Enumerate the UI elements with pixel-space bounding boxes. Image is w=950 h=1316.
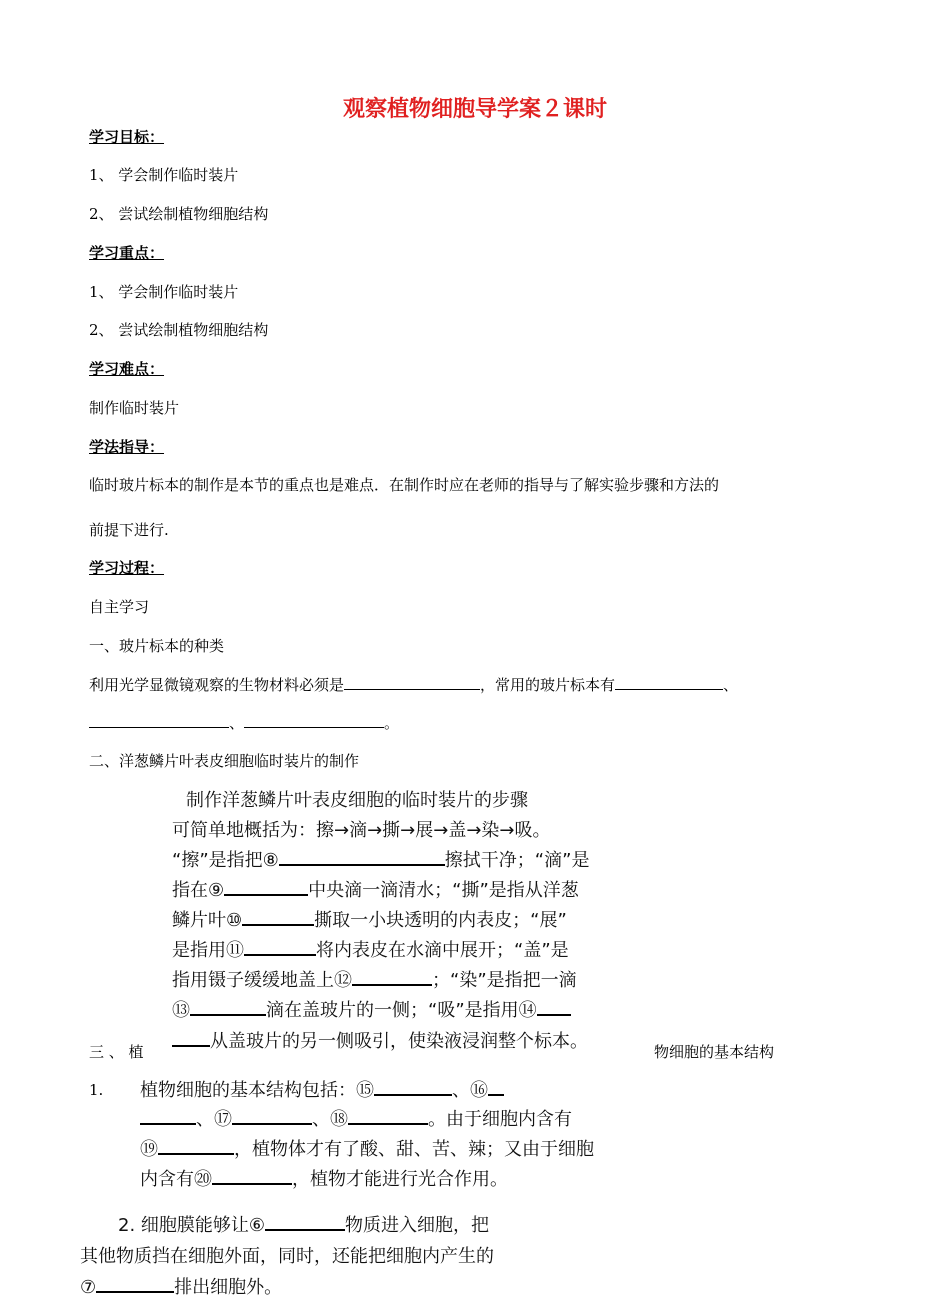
scan1-l4b: 中央滴一滴清水；“撕”是指从洋葱 (308, 880, 579, 901)
fill-blank[interactable] (89, 713, 229, 728)
fill-blank[interactable] (242, 908, 314, 926)
scan1-l7a: 指用镊子缓缓地盖上⑫ (172, 970, 352, 991)
scan2-l1a: 植物细胞的基本结构包括：⑮ (140, 1080, 374, 1101)
scan1-l6b: 将内表皮在水滴中展开；“盖”是 (316, 940, 569, 961)
fill-blank[interactable] (172, 1029, 210, 1047)
fill-blank[interactable] (344, 675, 480, 690)
scan1-line-3 (172, 846, 589, 872)
section-3-title-a: 三 、 植 (89, 1043, 144, 1061)
scan1-line-1: 制作洋葱鳞片叶表皮细胞的临时装片的步骤 (186, 790, 528, 811)
key-point-item-1: 1、 学会制作临时装片 (89, 283, 239, 301)
scan2-line-1 (140, 1076, 504, 1102)
scan2-l4a: 内含有⑳ (140, 1169, 212, 1190)
fill-blank[interactable] (212, 1167, 292, 1185)
fill-blank[interactable] (244, 938, 316, 956)
section-1-text-a: 利用光学显微镜观察的生物材料必须是 (89, 676, 345, 694)
fill-blank[interactable] (224, 878, 308, 896)
scan3-l1b: 物质进入细胞，把 (345, 1215, 490, 1236)
section-3-title-b: 物细胞的基本结构 (654, 1043, 775, 1061)
section-1-title: 一、玻片标本的种类 (89, 637, 225, 655)
scan1-line-4 (172, 876, 579, 902)
scan2-number: 1. (89, 1081, 104, 1099)
scan1-l8a: ⑬ (172, 1000, 190, 1021)
scan1-l6a: 是指用⑪ (172, 940, 244, 961)
fill-blank[interactable] (488, 1078, 504, 1096)
difficulty-item: 制作临时装片 (89, 399, 180, 417)
objective-item-2: 2、 尝试绘制植物细胞结构 (89, 205, 269, 223)
section-1-sep: 、 (229, 714, 245, 732)
scan2-l2b: 、⑱ (312, 1109, 348, 1130)
section-1-end: 。 (384, 714, 400, 732)
difficulties-heading: 学习难点： (89, 360, 165, 378)
fill-blank[interactable] (158, 1137, 234, 1155)
scan2-line-3 (140, 1135, 594, 1161)
fill-blank[interactable] (96, 1275, 174, 1293)
scan1-line-9 (172, 1027, 588, 1053)
scan3-line-2: 其他物质挡在细胞外面，同时，还能把细胞内产生的 (80, 1246, 494, 1267)
scan1-line-2: 可简单地概括为：擦→滴→撕→展→盖→染→吸。 (172, 820, 551, 841)
section-1-line-1 (89, 674, 738, 695)
fill-blank[interactable] (352, 968, 432, 986)
fill-blank[interactable] (279, 848, 445, 866)
objectives-heading: 学习目标： (89, 128, 165, 146)
objective-item-1: 1、 学会制作临时装片 (89, 166, 239, 184)
section-1-text-b: ，常用的玻片标本有 (480, 676, 616, 694)
fill-blank[interactable] (537, 998, 571, 1016)
scan2-l2a: 、⑰ (196, 1109, 232, 1130)
key-point-item-2: 2、 尝试绘制植物细胞结构 (89, 321, 269, 339)
fill-blank[interactable] (244, 713, 384, 728)
section-2-title: 二、洋葱鳞片叶表皮细胞临时装片的制作 (89, 752, 360, 770)
fill-blank[interactable] (140, 1107, 196, 1125)
scan1-l5b: 撕取一小块透明的内表皮；“展” (314, 910, 567, 931)
page-title: 观察植物细胞导学案２课时 (342, 97, 607, 122)
fill-blank[interactable] (348, 1107, 428, 1125)
scan1-line-8 (172, 996, 571, 1022)
section-1-text-c: 、 (723, 676, 739, 694)
fill-blank[interactable] (190, 998, 266, 1016)
scan2-l3a: ⑲ (140, 1139, 158, 1160)
fill-blank[interactable] (232, 1107, 312, 1125)
scan2-l4b: ，植物才能进行光合作用。 (292, 1169, 508, 1190)
section-1-line-2 (89, 712, 399, 733)
method-heading: 学法指导： (89, 438, 165, 456)
scan1-l3b: 擦拭干净；“滴”是 (444, 850, 590, 871)
scan1-l5a: 鳞片叶⑩ (172, 910, 243, 931)
scan2-line-4 (140, 1165, 508, 1191)
fill-blank[interactable] (374, 1078, 452, 1096)
key-points-heading: 学习重点： (89, 244, 165, 262)
scan2-l1b: 、⑯ (452, 1080, 488, 1101)
scan1-l4a: 指在⑨ (172, 880, 225, 901)
method-line-1: 临时玻片标本的制作是本节的重点也是难点．在制作时应在老师的指导与了解实验步骤和方法的 (89, 476, 720, 494)
scan1-l8b: 滴在盖玻片的一侧；“吸”是指用⑭ (266, 1000, 537, 1021)
scan1-l3a: “擦”是指把⑧ (172, 850, 279, 871)
scan1-l7b: ；“染”是指把一滴 (432, 970, 577, 991)
scan1-l9: 从盖玻片的另一侧吸引，使染液浸润整个标本。 (210, 1031, 588, 1052)
scan3-l3a: ⑦ (80, 1277, 97, 1298)
scan2-l2c: 。由于细胞内含有 (428, 1109, 572, 1130)
scan3-l1a: 2. 细胞膜能够让⑥ (118, 1215, 266, 1236)
scan1-line-5 (172, 906, 567, 932)
scan1-line-6 (172, 936, 569, 962)
scan2-line-2 (140, 1105, 572, 1131)
process-heading: 学习过程： (89, 559, 165, 577)
method-line-2: 前提下进行. (89, 521, 169, 539)
self-study-label: 自主学习 (89, 598, 150, 616)
scan2-l3b: ，植物体才有了酸、甜、苦、辣；又由于细胞 (234, 1139, 594, 1160)
scan3-line-3 (80, 1273, 282, 1299)
scan3-l3b: 排出细胞外。 (174, 1277, 283, 1298)
fill-blank[interactable] (265, 1213, 345, 1231)
scan3-line-1 (118, 1211, 489, 1237)
fill-blank[interactable] (615, 675, 723, 690)
scan1-line-7 (172, 966, 577, 992)
